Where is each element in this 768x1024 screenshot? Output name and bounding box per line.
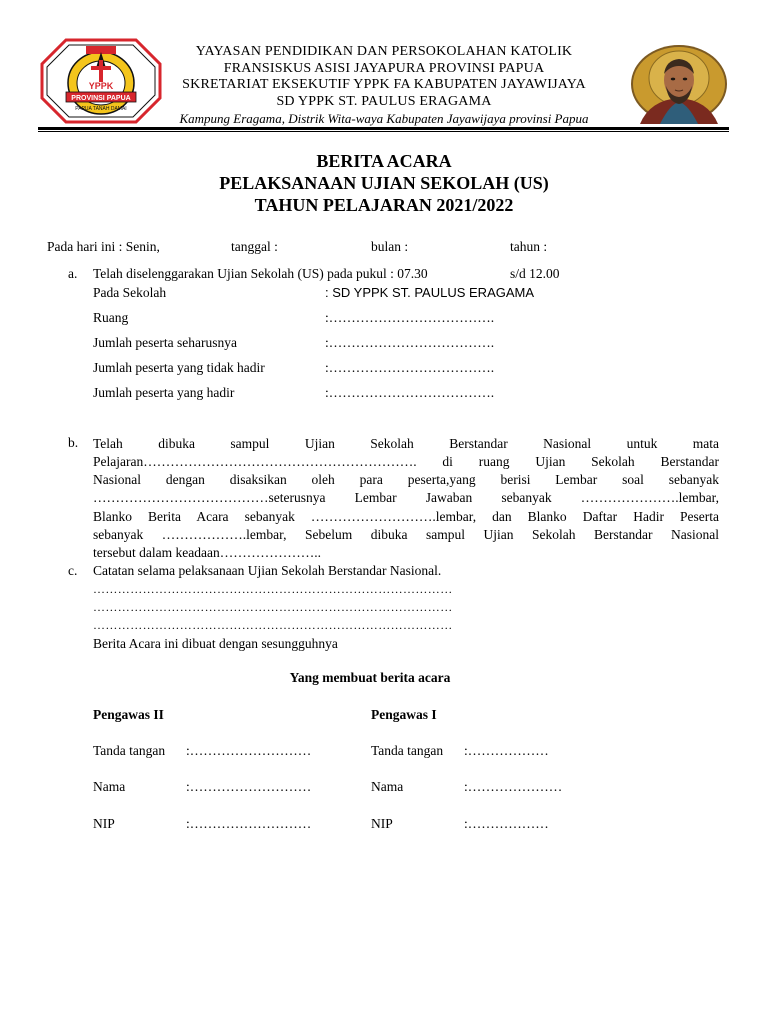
date-tahun: tahun : (510, 239, 548, 254)
logo-ring-text: PAPUA TANAH DAMAI (75, 106, 127, 112)
right-value-tanda-tangan: :……………… (464, 743, 549, 758)
section-b-marker: b. (68, 435, 79, 450)
title-line-1: BERITA ACARA (316, 151, 452, 171)
date-bulan: bulan : (371, 239, 409, 254)
right-label-tanda-tangan: Tanda tangan (371, 743, 444, 758)
signature-heading: Yang membuat berita acara (289, 670, 451, 685)
right-label-nama: Nama (371, 779, 404, 794)
title-line-2: PELAKSANAAN UJIAN SEKOLAH (US) (219, 173, 549, 193)
field-value-seharusnya: :………………………………. (325, 335, 495, 350)
section-c-intro: Catatan selama pelaksanaan Ujian Sekolah Berstandar Nasional. (93, 563, 442, 578)
field-value-sekolah: : SD YPPK ST. PAULUS ERAGAMA (325, 285, 535, 300)
notes-line-3: …………………………………………………………………………… (93, 618, 453, 632)
right-label-nip: NIP (371, 816, 393, 831)
right-value-nip: :……………… (464, 816, 549, 831)
field-label-ruang: Ruang (93, 310, 129, 325)
section-b-line-4: …………………………………seterusnya Lembar Jawaban sebanyak ………………….lembar, (93, 490, 719, 505)
date-hari: Pada hari ini : Senin, (47, 239, 160, 254)
org-line-1: YAYASAN PENDIDIKAN DAN PERSOKOLAHAN KATOLIK (195, 44, 573, 59)
field-label-hadir: Jumlah peserta yang hadir (93, 385, 235, 400)
document-title (0, 150, 768, 216)
section-a-marker: a. (68, 266, 78, 281)
left-label-nip: NIP (93, 816, 115, 831)
section-b-line-5: Blanko Berita Acara sebanyak ……………………….lembar, dan Blanko Daftar Hadir Peserta (93, 509, 719, 524)
notes-line-1: …………………………………………………………………………… (93, 582, 453, 596)
header-rule-thin (38, 131, 729, 132)
section-a-intro: Telah diselenggarakan Ujian Sekolah (US) pada pukul : 07.30 (93, 266, 428, 281)
left-value-nip: :……………………… (186, 816, 312, 831)
notes-line-2: …………………………………………………………………………… (93, 600, 453, 614)
section-c-marker: c. (68, 563, 78, 578)
section-b-line-7: tersebut dalam keadaan………………….. (93, 545, 321, 560)
field-label-tidak-hadir: Jumlah peserta yang tidak hadir (93, 360, 265, 375)
section-b-line-3: Nasional dengan disaksikan oleh para peserta,yang berisi Lembar soal sebanyak (93, 472, 719, 487)
left-value-nama: :……………………… (186, 779, 312, 794)
section-b-line-1: Telah dibuka sampul Ujian Sekolah Berstandar Nasional untuk mata (93, 436, 719, 451)
left-label-nama: Nama (93, 779, 126, 794)
school-address: Kampung Eragama, Distrik Wita-waya Kabupaten Jayawijaya provinsi Papua (179, 111, 589, 126)
header-rule-thick (38, 127, 729, 130)
field-value-ruang: :………………………………. (325, 310, 495, 325)
org-line-2: FRANSISKUS ASISI JAYAPURA PROVINSI PAPUA (223, 60, 545, 76)
left-value-tanda-tangan: :……………………… (186, 743, 312, 758)
left-signer-title: Pengawas II (93, 707, 164, 722)
left-label-tanda-tangan: Tanda tangan (93, 743, 166, 758)
title-line-3: TAHUN PELAJARAN 2021/2022 (254, 195, 514, 215)
org-line-3: SKRETARIAT EKSEKUTIF YPPK FA KABUPATEN JAYAWIJAYA (182, 77, 586, 92)
field-value-hadir: :………………………………. (325, 385, 495, 400)
right-value-nama: :………………… (464, 779, 563, 794)
letterhead-text (0, 44, 768, 127)
section-b-line-2: Pelajaran……………………………………………………. di ruang Ujian Sekolah Berstandar (93, 454, 719, 469)
field-value-tidak-hadir: :………………………………. (325, 360, 495, 375)
date-tanggal: tanggal : (231, 239, 278, 254)
right-signer-title: Pengawas I (371, 707, 437, 722)
logo-band-text: PROVINSI PAPUA (71, 95, 131, 102)
section-a-end-time: s/d 12.00 (510, 266, 560, 281)
field-label-sekolah: Pada Sekolah (93, 285, 167, 300)
school-name: SD YPPK ST. PAULUS ERAGAMA (276, 93, 492, 109)
closing-statement: Berita Acara ini dibuat dengan sesungguhnya (93, 636, 338, 651)
section-b-line-6: sebanyak ……………….lembar, Sebelum dibuka sampul Ujian Sekolah Berstandar Nasional (93, 527, 719, 542)
logo-text: YPPK (88, 81, 114, 91)
field-label-seharusnya: Jumlah peserta seharusnya (93, 335, 237, 350)
